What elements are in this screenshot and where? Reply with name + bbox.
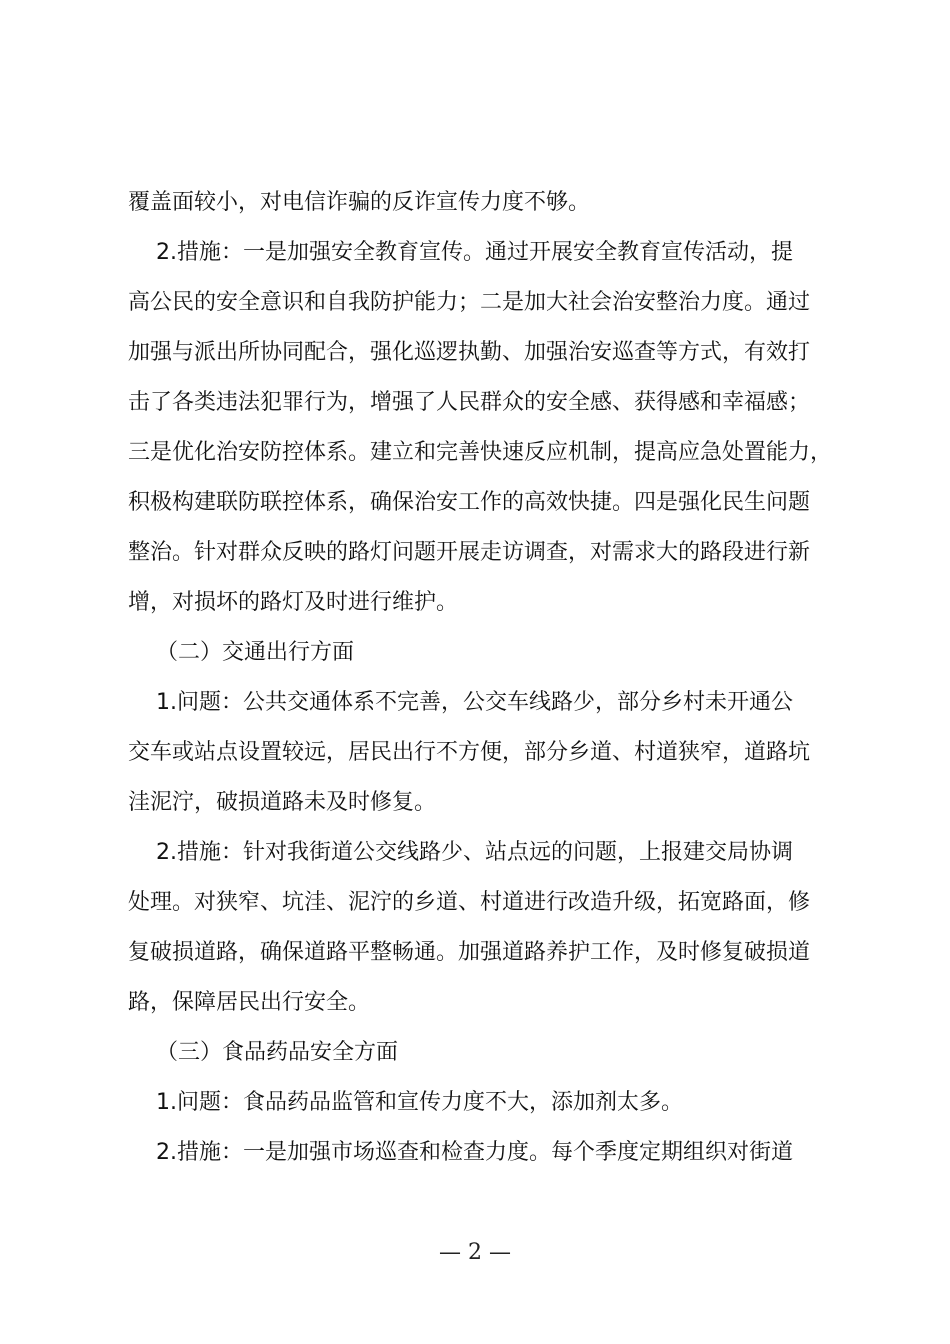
text-line: 路，保障居民出行安全。 xyxy=(128,990,371,1015)
text-line: 交车或站点设置较远，居民出行不方便，部分乡道、村道狭窄，道路坑 xyxy=(128,740,811,765)
text-line: 击了各类违法犯罪行为，增强了人民群众的安全感、获得感和幸福感； xyxy=(128,390,811,415)
text-line: 2.措施：一是加强安全教育宣传。通过开展安全教育宣传活动，提 xyxy=(128,240,793,265)
section-heading: （二）交通出行方面 xyxy=(128,640,354,665)
text-line: 加强与派出所协同配合，强化巡逻执勤、加强治安巡查等方式，有效打 xyxy=(128,340,811,365)
section-heading: （三）食品药品安全方面 xyxy=(128,1040,398,1065)
text-line: 1.问题：食品药品监管和宣传力度不大，添加剂太多。 xyxy=(128,1090,683,1115)
text-line: 增，对损坏的路灯及时进行维护。 xyxy=(128,590,459,615)
page-number: — 2 — xyxy=(439,1240,511,1265)
text-line: 复破损道路，确保道路平整畅通。加强道路养护工作，及时修复破损道 xyxy=(128,940,811,965)
text-line: 洼泥泞，破损道路未及时修复。 xyxy=(128,790,437,815)
text-line: 2.措施：针对我街道公交线路少、站点远的问题，上报建交局协调 xyxy=(128,840,793,865)
text-line: 积极构建联防联控体系，确保治安工作的高效快捷。四是强化民生问题 xyxy=(128,490,811,515)
text-line: 高公民的安全意识和自我防护能力；二是加大社会治安整治力度。通过 xyxy=(128,290,811,315)
text-line: 三是优化治安防控体系。建立和完善快速反应机制，提高应急处置能力， xyxy=(128,440,833,465)
text-line: 2.措施：一是加强市场巡查和检查力度。每个季度定期组织对街道 xyxy=(128,1140,793,1165)
text-line: 1.问题：公共交通体系不完善，公交车线路少，部分乡村未开通公 xyxy=(128,690,793,715)
text-line: 整治。针对群众反映的路灯问题开展走访调查，对需求大的路段进行新 xyxy=(128,540,811,565)
text-line: 覆盖面较小，对电信诈骗的反诈宣传力度不够。 xyxy=(128,190,591,215)
text-line: 处理。对狭窄、坑洼、泥泞的乡道、村道进行改造升级，拓宽路面，修 xyxy=(128,890,811,915)
